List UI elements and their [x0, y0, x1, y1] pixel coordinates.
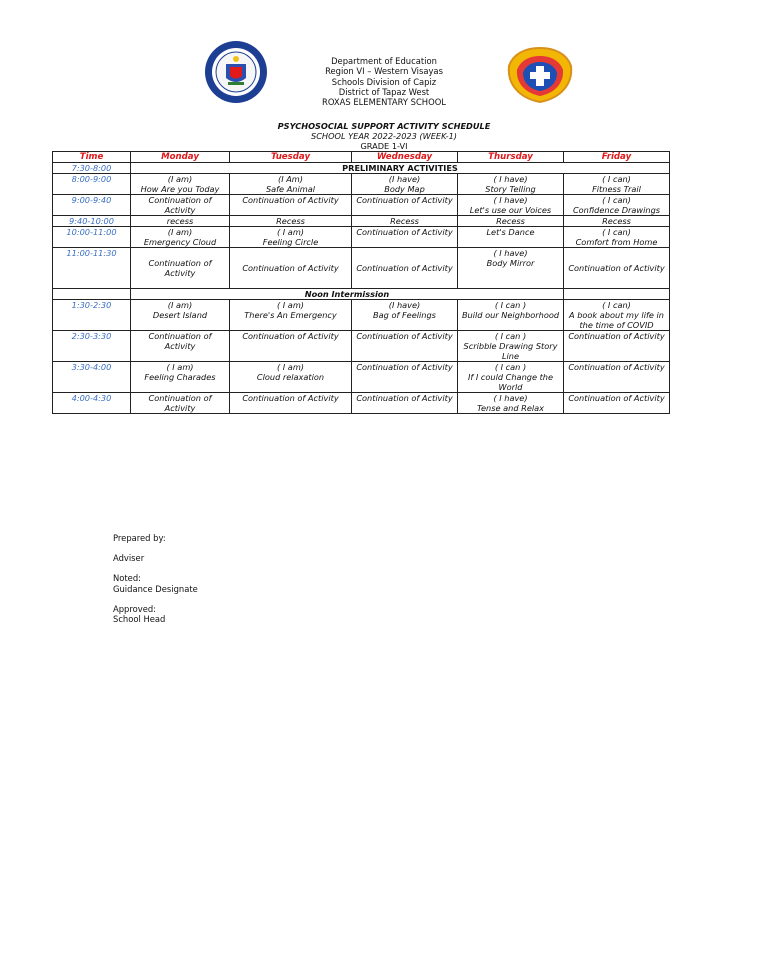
activity-cell: Continuation of Activity — [564, 248, 670, 289]
table-row — [53, 362, 670, 393]
time-cell: 10:00-11:00 — [53, 227, 131, 248]
cell-line: ( I can) — [602, 300, 631, 310]
cell-line: ( I have) — [493, 174, 528, 184]
activity-cell: Recess — [458, 216, 564, 227]
cell-line: There's An Emergency — [244, 310, 337, 320]
column-header: Friday — [564, 152, 670, 163]
cell-line: ( I can) — [602, 227, 631, 237]
cell-line: Emergency Cloud — [143, 237, 217, 247]
cell-line: Feeling Circle — [262, 237, 319, 247]
cell-line: ( I am) — [166, 362, 194, 372]
column-header: Tuesday — [230, 152, 352, 163]
empty-cell — [564, 289, 670, 300]
table-row — [53, 195, 670, 216]
activity-cell: Continuation of Activity — [131, 393, 230, 414]
activity-cell: recess — [131, 216, 230, 227]
cell-line: Safe Animal — [265, 184, 316, 194]
activity-cell — [230, 362, 352, 393]
time-cell — [53, 289, 131, 300]
column-header: Thursday — [458, 152, 564, 163]
cell-line: ( I can ) — [494, 362, 527, 372]
activity-cell — [458, 248, 564, 289]
activity-cell: Continuation of Activity — [564, 393, 670, 414]
table-row — [53, 248, 670, 289]
time-cell: 9:00-9:40 — [53, 195, 131, 216]
time-cell: 1:30-2:30 — [53, 300, 131, 331]
prepared-label: Prepared by: — [113, 533, 166, 543]
activity-cell: Continuation of Activity — [352, 195, 458, 216]
schedule-table — [52, 151, 670, 414]
cell-line: ( I am) — [276, 300, 304, 310]
header-line: ROXAS ELEMENTARY SCHOOL — [322, 97, 446, 108]
cell-line: How Are you Today — [140, 184, 220, 194]
activity-cell — [352, 300, 458, 331]
activity-cell: Continuation of Activity — [131, 195, 230, 216]
cell-line: Bag of Feelings — [373, 310, 436, 320]
cell-line: A book about my life in the time of COVID — [569, 310, 664, 330]
cell-line: If I could Change the World — [467, 372, 554, 392]
cell-line: Fitness Trail — [592, 184, 641, 194]
grade-level: GRADE 1-VI — [360, 141, 408, 151]
cell-line: ( I have) — [493, 195, 528, 205]
cell-line: Story Telling — [485, 184, 536, 194]
activity-cell — [564, 195, 670, 216]
activity-cell — [352, 174, 458, 195]
activity-cell: Continuation of Activity — [564, 331, 670, 362]
table-header-row — [53, 152, 670, 163]
activity-cell: Continuation of Activity — [352, 227, 458, 248]
cell-line: ( I am) — [276, 362, 304, 372]
cell-line: ( I am) — [276, 227, 304, 237]
activity-cell — [230, 227, 352, 248]
time-cell: 8:00-9:00 — [53, 174, 131, 195]
table-row — [53, 300, 670, 331]
table-row — [53, 227, 670, 248]
noted-label: Noted: — [113, 573, 141, 584]
activity-cell — [230, 174, 352, 195]
cell-line: Comfort from Home — [575, 237, 658, 247]
activity-cell — [458, 362, 564, 393]
activity-cell: Continuation of Activity — [131, 331, 230, 362]
activity-cell — [458, 300, 564, 331]
table-row — [53, 393, 670, 414]
time-cell: 7:30-8:00 — [53, 163, 131, 174]
time-cell: 11:00-11:30 — [53, 248, 131, 289]
header-line: District of Tapaz West — [338, 86, 430, 97]
activity-cell — [131, 227, 230, 248]
activity-cell: Recess — [564, 216, 670, 227]
activity-cell: Continuation of Activity — [352, 248, 458, 289]
time-cell: 4:00-4:30 — [53, 393, 131, 414]
cell-line: Desert Island — [152, 310, 208, 320]
cell-line: (I am) — [167, 300, 193, 310]
activity-cell — [458, 393, 564, 414]
header-line: Schools Division of Capiz — [331, 76, 437, 87]
cell-line: Tense and Relax — [477, 403, 544, 413]
time-cell: 3:30-4:00 — [53, 362, 131, 393]
school-head-label: School Head — [113, 614, 166, 625]
page-title: PSYCHOSOCIAL SUPPORT ACTIVITY SCHEDULE — [277, 121, 491, 131]
activity-cell — [458, 195, 564, 216]
table-row — [53, 163, 670, 174]
cell-line: ( I have) — [493, 393, 528, 403]
table-row — [53, 174, 670, 195]
cell-line: (I am) — [167, 227, 193, 237]
cell-line: ( I can) — [602, 195, 631, 205]
activity-cell: Continuation of Activity — [230, 393, 352, 414]
activity-cell — [131, 362, 230, 393]
cell-line: Body Mirror — [486, 258, 535, 268]
approved-label: Approved: — [113, 603, 156, 614]
activity-cell — [458, 331, 564, 362]
cell-line: Cloud relaxation — [256, 372, 325, 382]
adviser-label: Adviser — [113, 553, 145, 564]
section-band: PRELIMINARY ACTIVITIES — [131, 163, 670, 174]
activity-cell: Continuation of Activity — [230, 248, 352, 289]
activity-cell — [458, 174, 564, 195]
cell-line: (I have) — [388, 300, 421, 310]
cell-line: (I Am) — [278, 174, 303, 184]
time-cell: 9:40-10:00 — [53, 216, 131, 227]
activity-cell: Let's Dance — [458, 227, 564, 248]
cell-line: Confidence Drawings — [572, 205, 661, 215]
section-band: Noon Intermission — [131, 289, 564, 300]
activity-cell — [131, 174, 230, 195]
cell-line: Let's use our Voices — [469, 205, 552, 215]
cell-line: ( I can ) — [494, 300, 527, 310]
activity-cell: Continuation of Activity — [352, 362, 458, 393]
column-header: Wednesday — [352, 152, 458, 163]
table-row — [53, 331, 670, 362]
activity-cell: Continuation of Activity — [352, 331, 458, 362]
activity-cell — [230, 300, 352, 331]
activity-cell — [131, 300, 230, 331]
cell-line: ( I can ) — [494, 331, 527, 341]
activity-cell: Continuation of Activity — [230, 195, 352, 216]
cell-line: (I have) — [388, 174, 421, 184]
guidance-label: Guidance Designate — [113, 583, 198, 594]
time-cell: 2:30-3:30 — [53, 331, 131, 362]
activity-cell: Recess — [352, 216, 458, 227]
activity-cell: Continuation of Activity — [352, 393, 458, 414]
school-logo-icon — [503, 44, 577, 104]
header-line: Department of Education — [331, 56, 437, 66]
cell-line: ( I have) — [493, 248, 528, 258]
signature-block — [113, 533, 198, 624]
activity-cell: Recess — [230, 216, 352, 227]
activity-cell — [564, 174, 670, 195]
table-row — [53, 289, 670, 300]
cell-line: Body Map — [384, 184, 425, 194]
header-line: Region VI – Western Visayas — [325, 66, 443, 77]
column-header: Time — [53, 152, 131, 163]
cell-line: (I am) — [167, 174, 193, 184]
cell-line: Scribble Drawing Story Line — [463, 341, 558, 361]
schedule-titles — [234, 121, 534, 151]
school-year: SCHOOL YEAR 2022-2023 (WEEK-1) — [311, 131, 457, 141]
activity-cell — [564, 300, 670, 331]
deped-seal-icon — [204, 40, 268, 104]
column-header: Monday — [131, 152, 230, 163]
cell-line: Build our Neighborhood — [461, 310, 560, 320]
cell-line: Feeling Charades — [144, 372, 216, 382]
school-header — [284, 56, 484, 107]
activity-cell: Continuation of Activity — [131, 248, 230, 289]
table-row — [53, 216, 670, 227]
activity-cell: Continuation of Activity — [230, 331, 352, 362]
cell-line: ( I can) — [602, 174, 631, 184]
activity-cell — [564, 227, 670, 248]
activity-cell: Continuation of Activity — [564, 362, 670, 393]
